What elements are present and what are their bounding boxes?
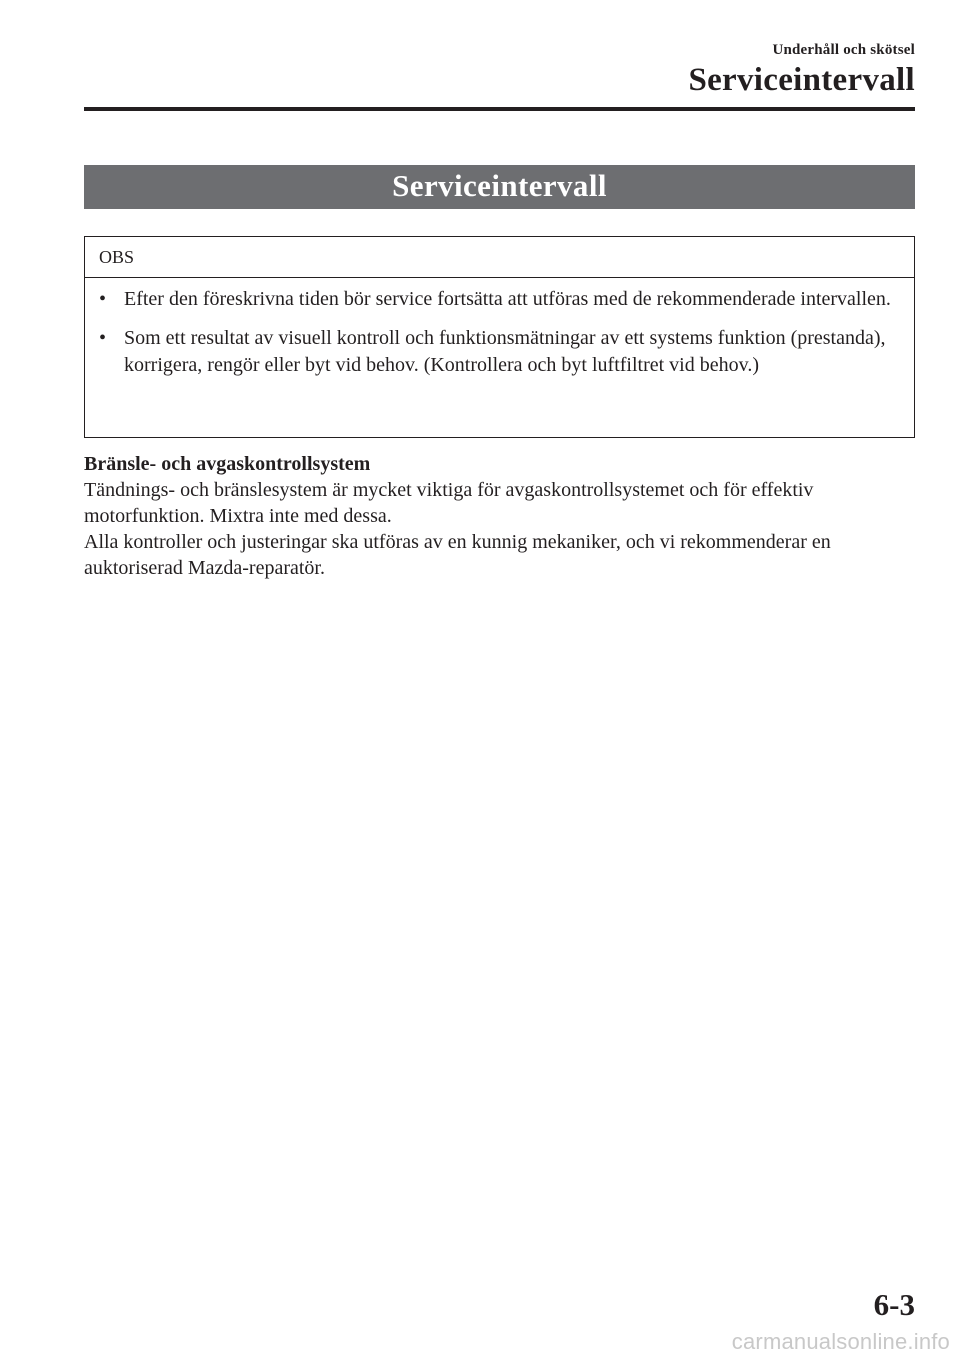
content-heading: Bränsle- och avgaskontrollsystem (84, 453, 371, 475)
note-list (85, 278, 914, 379)
content-section (84, 451, 924, 581)
header-divider (84, 107, 915, 111)
note-box (84, 236, 915, 438)
chapter-title: Underhåll och skötsel (772, 42, 915, 58)
note-item (99, 286, 894, 313)
note-item-text: Efter den föreskrivna tiden bör service fortsätta att utföras med de rekommenderade intervallen. (124, 288, 891, 310)
bullet-icon: • (99, 288, 107, 310)
page-number: 6-3 (873, 1287, 915, 1322)
note-item (99, 325, 894, 379)
bullet-icon: • (99, 327, 107, 349)
note-label: OBS (85, 237, 914, 278)
note-item-text: Som ett resultat av visuell kontroll och funktionsmätningar av ett systems funktion (prestanda), korrigera, rengör eller byt vid behov. (Kontrollera och byt luftfiltret vid behov.) (124, 327, 886, 376)
content-paragraph: Tändnings- och bränslesystem är mycket viktiga för avgaskontrollsystemet och för effektiv motorfunktion. Mixtra inte med dessa. (84, 479, 814, 527)
section-banner: Serviceintervall (84, 165, 915, 209)
content-paragraph: Alla kontroller och justeringar ska utföras av en kunnig mekaniker, och vi rekommenderar en auktoriserad Mazda-reparatör. (84, 531, 831, 579)
watermark: carmanualsonline.info (731, 1329, 950, 1354)
section-title: Serviceintervall (688, 62, 915, 98)
